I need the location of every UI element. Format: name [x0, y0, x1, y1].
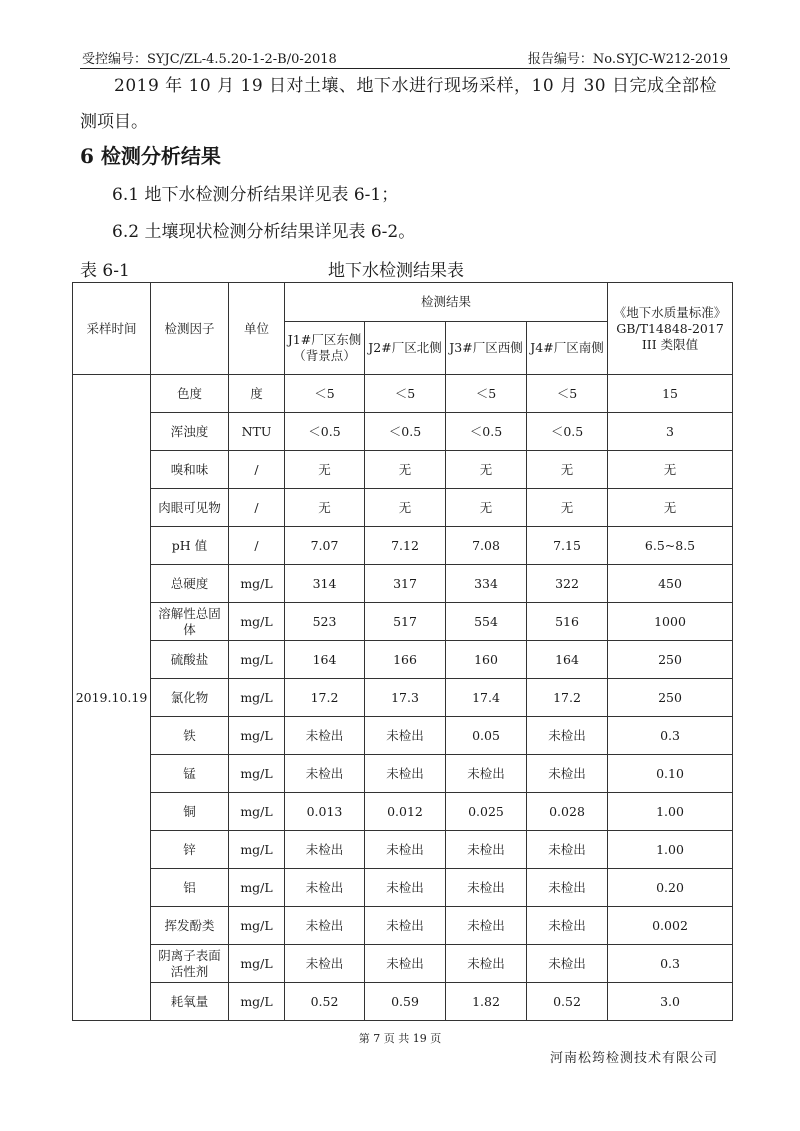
cell-j3: 334 — [446, 565, 527, 603]
cell-j3: 0.025 — [446, 793, 527, 831]
cell-j1: ＜5 — [285, 375, 365, 413]
cell-j4: 未检出 — [527, 717, 608, 755]
cell-unit: mg/L — [229, 565, 285, 603]
cell-factor: 锰 — [151, 755, 229, 793]
cell-j4: 无 — [527, 489, 608, 527]
cell-j4: 未检出 — [527, 755, 608, 793]
table-row — [73, 527, 733, 565]
cell-j1: ＜0.5 — [285, 413, 365, 451]
intro-line-2: 测项目。 — [80, 112, 148, 132]
cell-j3: 554 — [446, 603, 527, 641]
cell-j2: 7.12 — [365, 527, 446, 565]
cell-j3: ＜0.5 — [446, 413, 527, 451]
cell-j2: 无 — [365, 489, 446, 527]
cell-unit: mg/L — [229, 983, 285, 1021]
cell-limit: 0.10 — [608, 755, 733, 793]
cell-limit: 0.20 — [608, 869, 733, 907]
table-row — [73, 641, 733, 679]
cell-j3: 未检出 — [446, 945, 527, 983]
cell-j1: 无 — [285, 489, 365, 527]
header-standard: 《地下水质量标准》GB/T14848-2017 III 类限值 — [608, 283, 733, 375]
cell-j1: 0.52 — [285, 983, 365, 1021]
cell-unit: NTU — [229, 413, 285, 451]
cell-j2: 未检出 — [365, 755, 446, 793]
cell-j2: 517 — [365, 603, 446, 641]
cell-j3: ＜5 — [446, 375, 527, 413]
cell-unit: / — [229, 489, 285, 527]
cell-factor: 总硬度 — [151, 565, 229, 603]
sampling-date: 2019.10.19 — [73, 375, 151, 1021]
cell-j2: 无 — [365, 451, 446, 489]
cell-j2: 0.59 — [365, 983, 446, 1021]
table-row — [73, 451, 733, 489]
cell-factor: 溶解性总固体 — [151, 603, 229, 641]
cell-j1: 未检出 — [285, 945, 365, 983]
cell-j2: 317 — [365, 565, 446, 603]
table-title: 地下水检测结果表 — [328, 261, 464, 281]
cell-j1: 未检出 — [285, 831, 365, 869]
cell-j1: 未检出 — [285, 755, 365, 793]
cell-j2: ＜0.5 — [365, 413, 446, 451]
cell-unit: mg/L — [229, 869, 285, 907]
table-row — [73, 375, 733, 413]
cell-unit: mg/L — [229, 793, 285, 831]
cell-factor: 色度 — [151, 375, 229, 413]
section-title: 6 检测分析结果 — [80, 144, 221, 168]
cell-limit: 0.3 — [608, 717, 733, 755]
cell-j4: 未检出 — [527, 945, 608, 983]
company-name: 河南松筠检测技术有限公司 — [549, 1051, 718, 1066]
cell-j1: 无 — [285, 451, 365, 489]
cell-limit: 250 — [608, 641, 733, 679]
cell-unit: 度 — [229, 375, 285, 413]
table-row — [73, 717, 733, 755]
cell-j3: 160 — [446, 641, 527, 679]
cell-limit: 1.00 — [608, 831, 733, 869]
cell-limit: 1000 — [608, 603, 733, 641]
cell-unit: mg/L — [229, 641, 285, 679]
cell-j1: 17.2 — [285, 679, 365, 717]
cell-unit: mg/L — [229, 679, 285, 717]
cell-j2: ＜5 — [365, 375, 446, 413]
cell-limit: 450 — [608, 565, 733, 603]
table-row — [73, 565, 733, 603]
cell-factor: 锌 — [151, 831, 229, 869]
cell-factor: 肉眼可见物 — [151, 489, 229, 527]
cell-limit: 1.00 — [608, 793, 733, 831]
cell-j4: 0.028 — [527, 793, 608, 831]
cell-j2: 未检出 — [365, 869, 446, 907]
cell-factor: 阴离子表面活性剂 — [151, 945, 229, 983]
cell-limit: 无 — [608, 451, 733, 489]
table-row — [73, 945, 733, 983]
cell-j3: 无 — [446, 489, 527, 527]
header-unit: 单位 — [229, 283, 285, 375]
table-row — [73, 755, 733, 793]
cell-j4: 17.2 — [527, 679, 608, 717]
table-label: 表 6-1 — [80, 261, 130, 281]
table-row — [73, 831, 733, 869]
cell-limit: 3 — [608, 413, 733, 451]
cell-limit: 0.002 — [608, 907, 733, 945]
cell-j2: 未检出 — [365, 831, 446, 869]
cell-factor: pH 值 — [151, 527, 229, 565]
cell-factor: 耗氧量 — [151, 983, 229, 1021]
cell-j3: 未检出 — [446, 869, 527, 907]
cell-unit: mg/L — [229, 603, 285, 641]
cell-j3: 0.05 — [446, 717, 527, 755]
cell-limit: 250 — [608, 679, 733, 717]
cell-factor: 铁 — [151, 717, 229, 755]
cell-unit: / — [229, 451, 285, 489]
cell-limit: 3.0 — [608, 983, 733, 1021]
cell-j2: 未检出 — [365, 717, 446, 755]
cell-j1: 未检出 — [285, 907, 365, 945]
control-number: 受控编号：SYJC/ZL-4.5.20-1-2-B/0-2018 — [82, 52, 337, 67]
header-sampling-time: 采样时间 — [73, 283, 151, 375]
table-row — [73, 869, 733, 907]
cell-factor: 浑浊度 — [151, 413, 229, 451]
cell-j2: 0.012 — [365, 793, 446, 831]
cell-unit: mg/L — [229, 831, 285, 869]
cell-limit: 无 — [608, 489, 733, 527]
cell-factor: 硫酸盐 — [151, 641, 229, 679]
cell-unit: / — [229, 527, 285, 565]
table-row — [73, 679, 733, 717]
cell-j4: 322 — [527, 565, 608, 603]
cell-j3: 无 — [446, 451, 527, 489]
table-row — [73, 603, 733, 641]
cell-j4: 164 — [527, 641, 608, 679]
cell-j2: 未检出 — [365, 907, 446, 945]
cell-unit: mg/L — [229, 755, 285, 793]
table-row — [73, 793, 733, 831]
cell-j3: 未检出 — [446, 907, 527, 945]
header-point-j1: J1#厂区东侧（背景点） — [285, 322, 365, 375]
cell-j1: 7.07 — [285, 527, 365, 565]
cell-factor: 嗅和味 — [151, 451, 229, 489]
cell-factor: 铝 — [151, 869, 229, 907]
cell-j1: 未检出 — [285, 869, 365, 907]
cell-j4: 无 — [527, 451, 608, 489]
section-item-6-2: 6.2 土壤现状检测分析结果详见表 6-2。 — [112, 222, 416, 242]
cell-unit: mg/L — [229, 907, 285, 945]
table-row — [73, 489, 733, 527]
cell-unit: mg/L — [229, 717, 285, 755]
table-row — [73, 413, 733, 451]
cell-j4: 未检出 — [527, 831, 608, 869]
table-row — [73, 983, 733, 1021]
cell-j4: ＜0.5 — [527, 413, 608, 451]
intro-line-1: 2019 年 10 月 19 日对土壤、地下水进行现场采样，10 月 30 日完成全部检 — [114, 76, 718, 96]
cell-j3: 17.4 — [446, 679, 527, 717]
cell-j3: 未检出 — [446, 755, 527, 793]
cell-j1: 未检出 — [285, 717, 365, 755]
cell-j2: 17.3 — [365, 679, 446, 717]
cell-j4: 516 — [527, 603, 608, 641]
table-row — [73, 907, 733, 945]
header-point-j2: J2#厂区北侧 — [365, 322, 446, 375]
header-point-j3: J3#厂区西侧 — [446, 322, 527, 375]
cell-j1: 314 — [285, 565, 365, 603]
cell-j1: 523 — [285, 603, 365, 641]
cell-limit: 0.3 — [608, 945, 733, 983]
cell-j2: 未检出 — [365, 945, 446, 983]
cell-factor: 氯化物 — [151, 679, 229, 717]
cell-j2: 166 — [365, 641, 446, 679]
cell-j4: 7.15 — [527, 527, 608, 565]
cell-j3: 未检出 — [446, 831, 527, 869]
section-item-6-1: 6.1 地下水检测分析结果详见表 6-1； — [112, 185, 399, 205]
cell-factor: 铜 — [151, 793, 229, 831]
cell-j4: 0.52 — [527, 983, 608, 1021]
cell-j3: 7.08 — [446, 527, 527, 565]
page-number: 第 7 页 共 19 页 — [358, 1032, 442, 1045]
cell-factor: 挥发酚类 — [151, 907, 229, 945]
header-results: 检测结果 — [285, 283, 608, 322]
cell-j4: 未检出 — [527, 907, 608, 945]
cell-j4: ＜5 — [527, 375, 608, 413]
cell-j1: 164 — [285, 641, 365, 679]
groundwater-results-table — [72, 282, 737, 1021]
cell-unit: mg/L — [229, 945, 285, 983]
header-point-j4: J4#厂区南侧 — [527, 322, 608, 375]
cell-limit: 6.5~8.5 — [608, 527, 733, 565]
report-number: 报告编号：No.SYJC-W212-2019 — [527, 52, 728, 67]
cell-limit: 15 — [608, 375, 733, 413]
header-factor: 检测因子 — [151, 283, 229, 375]
cell-j4: 未检出 — [527, 869, 608, 907]
cell-j3: 1.82 — [446, 983, 527, 1021]
cell-j1: 0.013 — [285, 793, 365, 831]
